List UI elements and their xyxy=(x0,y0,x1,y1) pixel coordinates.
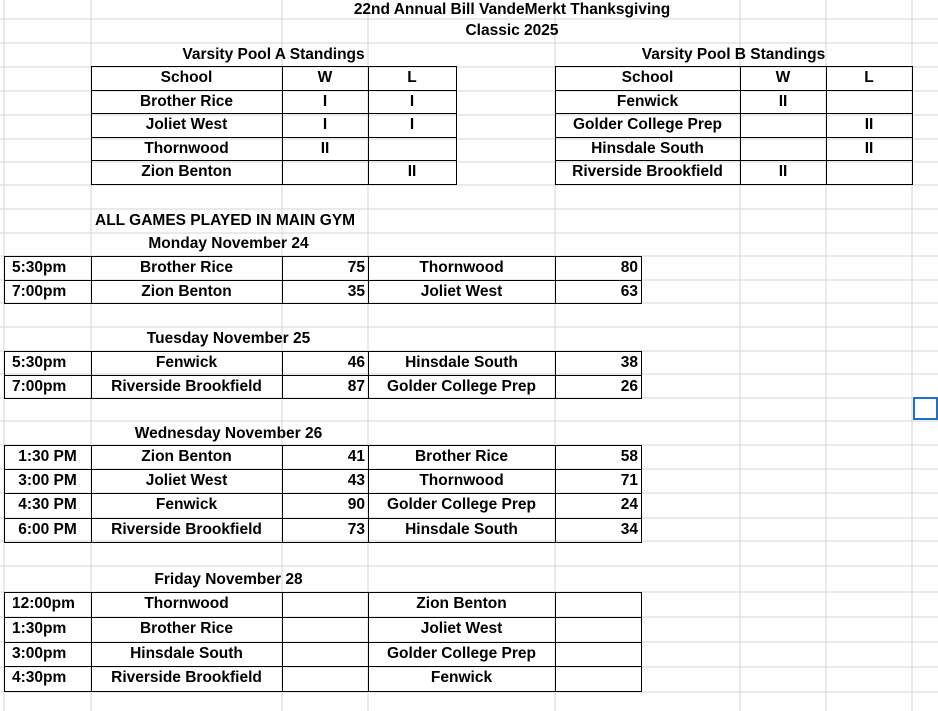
active-cell-selection[interactable] xyxy=(913,397,938,420)
schedule-day4-row-divider xyxy=(4,617,641,618)
game-time: 4:30 PM xyxy=(18,496,77,514)
game-time: 5:30pm xyxy=(12,354,67,371)
home-team: Riverside Brookfield xyxy=(111,377,262,395)
pool-a-table-row-divider xyxy=(91,90,456,91)
home-score: 43 xyxy=(347,472,365,490)
home-team: Thornwood xyxy=(144,595,229,612)
away-score: 34 xyxy=(620,520,638,538)
home-team: Zion Benton xyxy=(141,282,232,300)
pool-b-title: Varsity Pool B Standings xyxy=(641,46,826,63)
game-time: 6:00 PM xyxy=(18,520,77,538)
away-score: 71 xyxy=(620,472,638,490)
pool-a-table-row-divider xyxy=(91,113,456,114)
pool-a-table-cell-school: Zion Benton xyxy=(141,163,232,181)
pool-b-table-cell-school: Riverside Brookfield xyxy=(572,163,723,181)
pool-a-table-header-l: L xyxy=(407,69,417,86)
away-team: Hinsdale South xyxy=(405,354,518,371)
home-team: Fenwick xyxy=(155,354,218,371)
home-team: Riverside Brookfield xyxy=(111,520,262,538)
pool-b-table-cell-losses: II xyxy=(864,139,874,157)
pool-b-table-cell-wins: II xyxy=(778,92,788,110)
pool-b-table-row-divider xyxy=(555,137,912,138)
away-team: Fenwick xyxy=(430,669,493,687)
gym-note: ALL GAMES PLAYED IN MAIN GYM xyxy=(95,212,356,229)
home-team: Fenwick xyxy=(155,496,218,514)
home-score: 41 xyxy=(347,448,365,465)
away-team: Zion Benton xyxy=(416,595,507,612)
pool-a-table-cell-losses: I xyxy=(409,92,415,110)
day-label-friday: Friday November 28 xyxy=(154,571,303,588)
pool-a-title: Varsity Pool A Standings xyxy=(182,46,365,63)
pool-a-table-cell-school: Brother Rice xyxy=(139,92,234,110)
pool-b-table-cell-school: Fenwick xyxy=(616,92,679,110)
schedule-day1-row-divider xyxy=(4,280,641,281)
schedule-day3-row-divider xyxy=(4,493,641,494)
pool-a-table-cell-losses: II xyxy=(407,163,417,181)
pool-a-table-cell-wins: I xyxy=(322,116,328,134)
pool-b-table-row-divider xyxy=(555,90,912,91)
game-time: 4:30pm xyxy=(12,669,67,687)
pool-a-table-cell-school: Joliet West xyxy=(145,116,228,134)
away-score: 38 xyxy=(620,354,638,371)
game-time: 1:30pm xyxy=(12,619,67,637)
away-team: Golder College Prep xyxy=(386,496,536,514)
home-team: Brother Rice xyxy=(139,619,234,637)
game-time: 7:00pm xyxy=(12,377,67,395)
away-team: Brother Rice xyxy=(414,448,509,465)
away-team: Golder College Prep xyxy=(386,644,536,662)
pool-b-table-header-w: W xyxy=(775,69,791,86)
day-label-tuesday: Tuesday November 25 xyxy=(146,330,311,347)
home-team: Riverside Brookfield xyxy=(111,669,262,687)
home-score: 75 xyxy=(347,259,365,276)
pool-a-table-cell-losses: I xyxy=(409,116,415,134)
home-score: 90 xyxy=(347,496,365,514)
away-score: 24 xyxy=(620,496,638,514)
game-time: 3:00 PM xyxy=(18,472,77,490)
home-score: 87 xyxy=(347,377,365,395)
game-time: 3:00pm xyxy=(12,644,67,662)
pool-a-table-cell-wins: II xyxy=(320,139,330,157)
schedule-day3-row-divider xyxy=(4,469,641,470)
pool-a-table-row-divider xyxy=(91,137,456,138)
home-score: 73 xyxy=(347,520,365,538)
pool-b-table-cell-school: Hinsdale South xyxy=(591,139,704,157)
home-score: 35 xyxy=(347,282,365,300)
away-team: Hinsdale South xyxy=(405,520,518,538)
away-team: Thornwood xyxy=(419,259,504,276)
game-time: 7:00pm xyxy=(12,282,67,300)
pool-b-table-header-school: School xyxy=(621,69,674,86)
day-label-monday: Monday November 24 xyxy=(148,235,309,252)
pool-b-table-cell-wins: II xyxy=(778,163,788,181)
home-team: Hinsdale South xyxy=(130,644,243,662)
away-team: Joliet West xyxy=(420,282,503,300)
pool-a-table-cell-wins: I xyxy=(322,92,328,110)
pool-b-table-cell-school: Golder College Prep xyxy=(572,116,722,134)
away-score: 26 xyxy=(620,377,638,395)
game-time: 1:30 PM xyxy=(18,448,77,465)
pool-a-table-cell-school: Thornwood xyxy=(144,139,229,157)
away-score: 58 xyxy=(620,448,638,465)
home-team: Brother Rice xyxy=(139,259,234,276)
home-team: Zion Benton xyxy=(141,448,232,465)
away-team: Joliet West xyxy=(420,619,503,637)
home-team: Joliet West xyxy=(145,472,228,490)
pool-b-table-header-l: L xyxy=(864,69,874,86)
pool-a-table-row-divider xyxy=(91,160,456,161)
sheet-title-line1: 22nd Annual Bill VandeMerkt Thanksgiving xyxy=(353,1,671,18)
schedule-day3-row-divider xyxy=(4,518,641,519)
game-time: 5:30pm xyxy=(12,259,67,276)
day-label-wednesday: Wednesday November 26 xyxy=(134,425,323,442)
schedule-day4-row-divider xyxy=(4,666,641,667)
pool-b-table-cell-losses: II xyxy=(864,116,874,134)
pool-b-table-row-divider xyxy=(555,160,912,161)
pool-b-table-row-divider xyxy=(555,113,912,114)
pool-a-table-header-school: School xyxy=(160,69,213,86)
away-team: Thornwood xyxy=(419,472,504,490)
schedule-day4-row-divider xyxy=(4,642,641,643)
pool-a-table-header-w: W xyxy=(317,69,333,86)
sheet-title-line2: Classic 2025 xyxy=(465,22,559,39)
schedule-day2-row-divider xyxy=(4,375,641,376)
away-score: 80 xyxy=(620,259,638,276)
away-score: 63 xyxy=(620,282,638,300)
home-score: 46 xyxy=(347,354,365,371)
game-time: 12:00pm xyxy=(12,595,75,612)
away-team: Golder College Prep xyxy=(386,377,536,395)
